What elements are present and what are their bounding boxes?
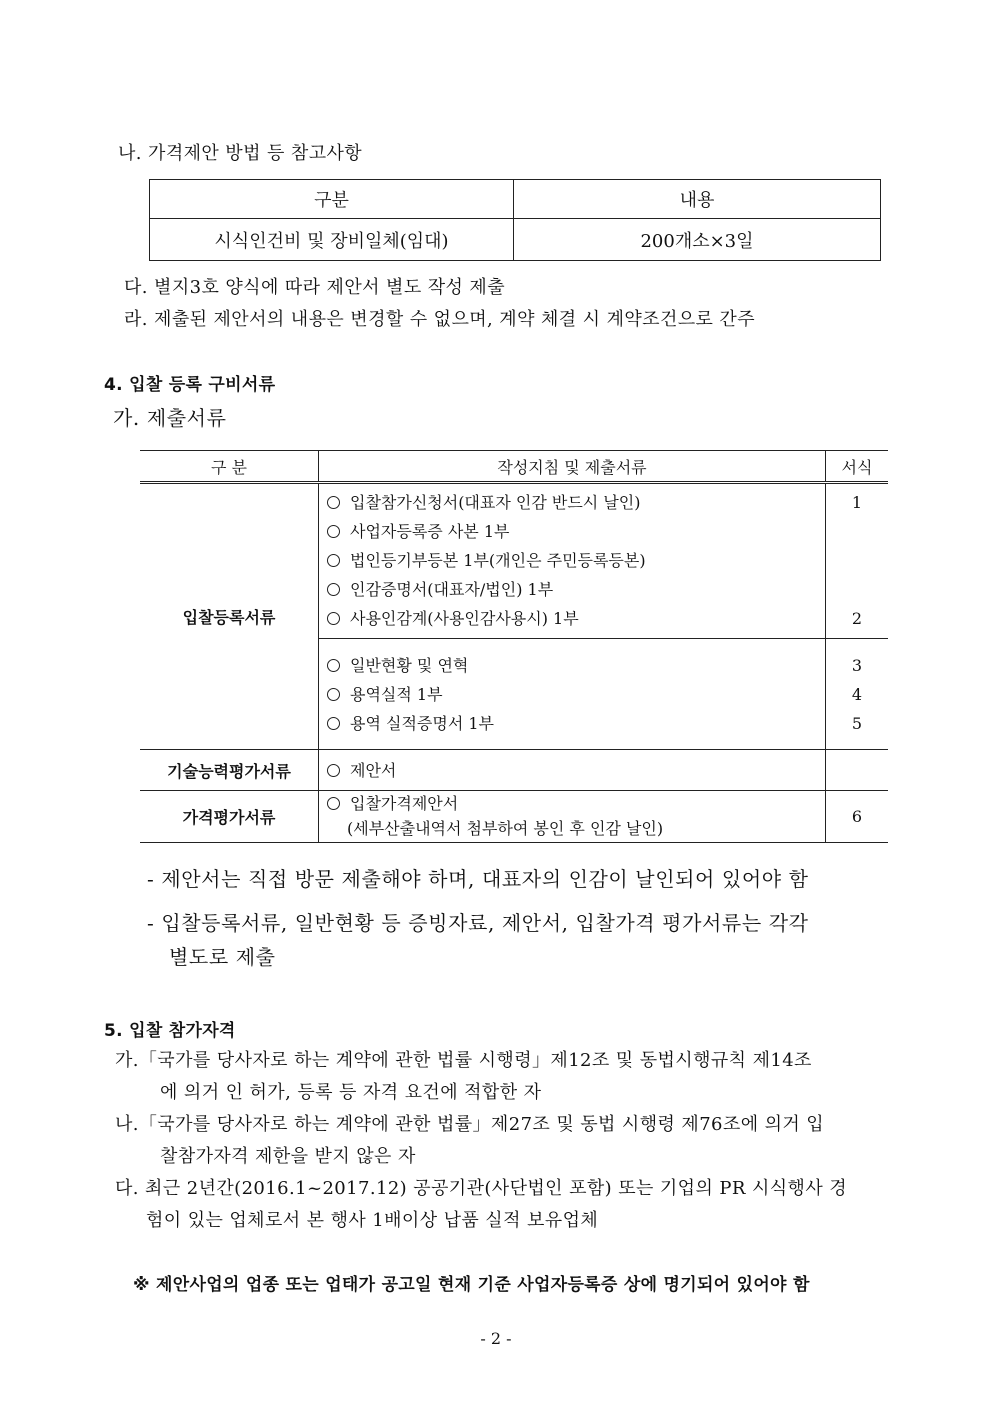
circle-bullet-icon	[327, 612, 340, 625]
required-documents-table	[140, 450, 888, 843]
list-item: 용역실적 1부	[319, 680, 825, 709]
list-item: 사용인감계(사용인감사용시) 1부	[319, 604, 825, 633]
price-table-cell-quantity: 200개소×3일	[514, 219, 881, 261]
qualification-ga-cont: 에 의거 인 허가, 등록 등 자격 요건에 적합한 자	[160, 1082, 542, 1103]
circle-bullet-icon	[327, 583, 340, 596]
form-number	[826, 546, 888, 575]
subsection-na-price-reference: 나. 가격제안 방법 등 참고사항	[118, 143, 363, 164]
qualification-na-cont: 찰참가자격 제한을 받지 않은 자	[160, 1146, 416, 1167]
subsection-ga-documents: 가. 제출서류	[113, 406, 227, 430]
category-registration: 입찰등록서류	[140, 483, 319, 750]
price-table-header-content: 내용	[514, 180, 881, 219]
registration-group1-forms	[826, 483, 889, 639]
docs-header-guidelines: 작성지침 및 제출서류	[319, 451, 826, 483]
note-visit-submission: - 제안서는 직접 방문 제출해야 하며, 대표자의 인감이 날인되어 있어야 함	[147, 867, 809, 891]
section5-heading: 5. 입찰 참가자격	[104, 1021, 236, 1041]
price-items	[319, 791, 826, 843]
form-number: 6	[851, 807, 863, 826]
price-proposal-table	[149, 179, 881, 261]
list-item: 제안서	[319, 756, 825, 785]
subsection-da-proposal: 다. 별지3호 양식에 따라 제안서 별도 작성 제출	[124, 277, 506, 298]
qualification-da-cont: 험이 있는 업체로서 본 행사 1배이상 납품 실적 보유업체	[146, 1210, 599, 1231]
business-registration-notice: ※ 제안사업의 업종 또는 업태가 공고일 현재 기준 사업자등록증 상에 명기되어 있어야 함	[133, 1275, 810, 1295]
docs-header-form: 서식	[826, 451, 889, 483]
price-table-cell-item: 시식인건비 및 장비일체(임대)	[150, 219, 514, 261]
circle-bullet-icon	[327, 717, 340, 730]
form-number: 4	[851, 685, 863, 704]
subsection-ra-binding: 라. 제출된 제안서의 내용은 변경할 수 없으며, 계약 체결 시 계약조건으로 간주	[124, 309, 756, 330]
price-form	[826, 791, 889, 843]
list-item: 법인등기부등본 1부(개인은 주민등록등본)	[319, 546, 825, 575]
docs-header-category: 구 분	[140, 451, 319, 483]
list-item: 용역 실적증명서 1부	[319, 709, 825, 738]
form-number: 2	[851, 609, 863, 628]
list-item: 사업자등록증 사본 1부	[319, 517, 825, 546]
form-number: 3	[851, 656, 863, 675]
category-technical: 기술능력평가서류	[140, 750, 319, 791]
qualification-na: 나.「국가를 당사자로 하는 계약에 관한 법률」제27조 및 동법 시행령 제76조에 의거 입	[115, 1114, 825, 1135]
qualification-ga: 가.「국가를 당사자로 하는 계약에 관한 법률 시행령」제12조 및 동법시행규칙 제14조	[115, 1050, 812, 1071]
circle-bullet-icon	[327, 525, 340, 538]
list-item: 입찰가격제안서	[319, 791, 825, 816]
category-price: 가격평가서류	[140, 791, 319, 843]
page-number: - 2 -	[480, 1329, 512, 1348]
form-number: 5	[851, 714, 863, 733]
qualification-da: 다. 최근 2년간(2016.1~2017.12) 공공기관(사단법인 포함) 또는 기업의 PR 시식행사 경	[115, 1178, 848, 1199]
note-separate-submission: - 입찰등록서류, 일반현황 등 증빙자료, 제안서, 입찰가격 평가서류는 각각	[147, 911, 809, 935]
circle-bullet-icon	[327, 496, 340, 509]
form-number	[826, 517, 888, 546]
circle-bullet-icon	[327, 688, 340, 701]
technical-form	[826, 750, 889, 791]
price-table-header-category: 구분	[150, 180, 514, 219]
registration-group2-items	[319, 639, 826, 750]
form-number: 1	[851, 493, 863, 512]
section4-heading: 4. 입찰 등록 구비서류	[104, 375, 276, 395]
registration-group2-forms	[826, 639, 889, 750]
circle-bullet-icon	[327, 554, 340, 567]
list-item: 입찰참가신청서(대표자 인감 반드시 날인)	[319, 488, 825, 517]
form-number	[826, 575, 888, 604]
list-item: 일반현황 및 연혁	[319, 651, 825, 680]
list-item-note: (세부산출내역서 첨부하여 봉인 후 인감 날인)	[347, 819, 664, 838]
circle-bullet-icon	[327, 797, 340, 810]
note-separate-submission-cont: 별도로 제출	[169, 945, 276, 969]
technical-items	[319, 750, 826, 791]
registration-group1-items	[319, 483, 826, 639]
circle-bullet-icon	[327, 659, 340, 672]
circle-bullet-icon	[327, 764, 340, 777]
list-item: 인감증명서(대표자/법인) 1부	[319, 575, 825, 604]
